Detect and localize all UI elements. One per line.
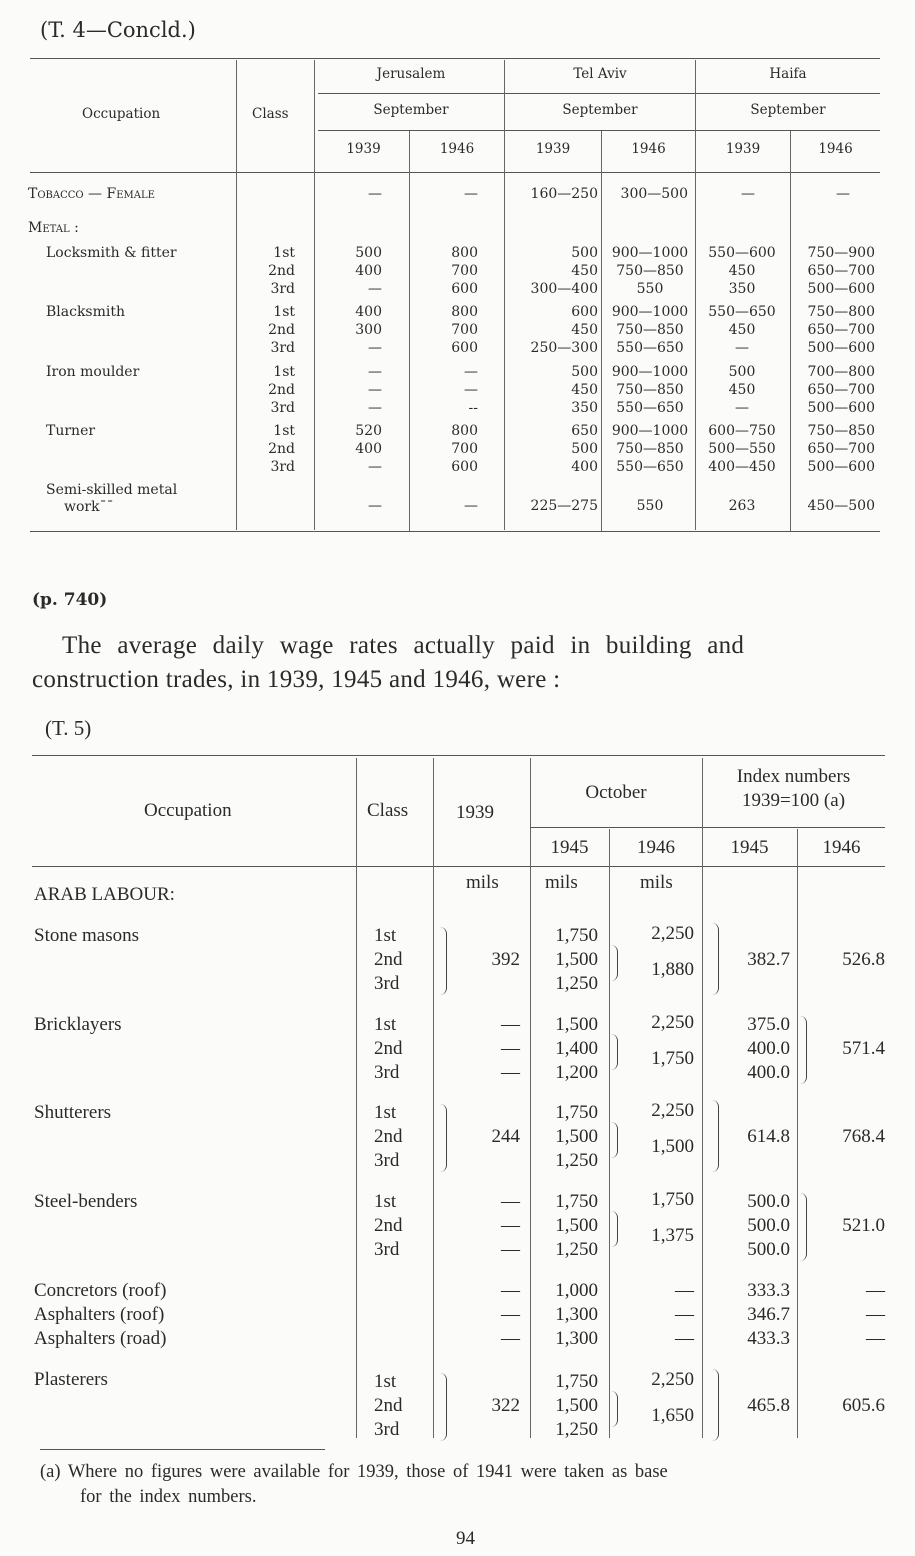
t5-col-header-october: October	[585, 782, 647, 803]
t5-idx-1945: 1945	[730, 837, 769, 858]
value-cell: 300	[355, 322, 382, 338]
brace-icon	[440, 1373, 447, 1441]
value-cell: 300—400	[530, 281, 598, 297]
oct1946-cell: 1,650	[651, 1405, 694, 1426]
occupation-name: Bricklayers	[34, 1014, 122, 1035]
class-cell: 2nd	[374, 1038, 403, 1059]
idx1946-cell: 605.6	[842, 1395, 885, 1416]
value-cell: 350	[571, 400, 598, 416]
value-cell: 400—450	[708, 459, 776, 475]
class-cell: 1st	[273, 245, 295, 261]
value-cell: 450	[571, 322, 598, 338]
brace-icon	[712, 1100, 719, 1172]
value-cell: 650—700	[807, 263, 875, 279]
col-header-class: Class	[252, 106, 289, 122]
table5-caption: (T. 5)	[45, 716, 92, 740]
value-cell: 450	[571, 382, 598, 398]
paragraph-line-1: The average daily wage rates actually paid in building and	[62, 632, 745, 659]
class-cell: 1st	[273, 423, 295, 439]
value-cell: 900—1000	[611, 423, 689, 439]
idx1946-cell: —	[866, 1328, 885, 1349]
semi-skilled-label-1: Semi-skilled metal	[46, 482, 178, 498]
value-cell: —	[464, 364, 478, 380]
value-cell: 650	[571, 423, 598, 439]
value-cell: 750—850	[616, 322, 684, 338]
oct1945-cell: 1,500	[555, 1014, 598, 1035]
y1939-cell: —	[501, 1038, 520, 1059]
class-cell: 3rd	[374, 973, 400, 994]
oct1945-cell: 1,250	[555, 1239, 598, 1260]
class-cell: 3rd	[374, 1150, 400, 1171]
oct1945-cell: 1,400	[555, 1038, 598, 1059]
value-cell: 500—600	[807, 340, 875, 356]
oct1945-cell: 1,200	[555, 1062, 598, 1083]
oct1945-cell: 1,250	[555, 1419, 598, 1440]
year-tlv-1939: 1939	[535, 141, 571, 157]
brace-icon	[611, 945, 618, 981]
class-cell: 3rd	[374, 1419, 400, 1440]
group-name: Turner	[46, 423, 96, 439]
class-cell: 2nd	[268, 441, 295, 457]
occupation-name: Plasterers	[34, 1369, 108, 1390]
class-cell: 1st	[374, 1014, 397, 1035]
value-cell: 800	[451, 304, 478, 320]
value-cell: —	[368, 382, 382, 398]
semi-skilled-cell: 550	[636, 498, 664, 514]
class-cell: 2nd	[268, 263, 295, 279]
value-cell: 600	[451, 281, 478, 297]
idx1945-cell: 375.0	[747, 1014, 790, 1035]
oct1945-cell: 1,750	[555, 1371, 598, 1392]
value-cell: 600	[571, 304, 598, 320]
value-cell: 600—750	[708, 423, 776, 439]
y1939-cell: 392	[491, 949, 520, 970]
brace-icon	[440, 1104, 447, 1172]
idx1945-cell: 500.0	[747, 1215, 790, 1236]
t5-col-header-index-2: 1939=100 (a)	[741, 790, 846, 811]
t5-col-header-1939: 1939	[456, 802, 494, 823]
occupation-name: Steel-benders	[34, 1191, 138, 1212]
city-haifa: Haifa	[769, 66, 807, 82]
occupation-name: Shutterers	[34, 1102, 112, 1123]
class-cell: 1st	[374, 1371, 397, 1392]
month-jerusalem: September	[373, 102, 449, 118]
occupation-name: Asphalters (roof)	[34, 1304, 165, 1325]
idx1946-cell: —	[866, 1304, 885, 1325]
occupation-name: Asphalters (road)	[34, 1328, 167, 1349]
idx1946-cell: 521.0	[842, 1215, 885, 1236]
value-cell: —	[735, 340, 749, 356]
class-cell: 3rd	[270, 340, 295, 356]
idx1945-cell: 346.7	[747, 1304, 790, 1325]
idx1945-cell: 400.0	[747, 1062, 790, 1083]
value-cell: 900—1000	[611, 364, 689, 380]
idx1946-cell: —	[866, 1280, 885, 1301]
t5-idx-1946: 1946	[822, 837, 861, 858]
value-cell: 750—850	[616, 441, 684, 457]
city-jerusalem: Jerusalem	[376, 66, 446, 82]
class-cell: 2nd	[374, 949, 403, 970]
brace-icon	[440, 927, 447, 995]
class-cell: 1st	[273, 304, 295, 320]
row-tobacco-label: Tobacco — Female	[28, 186, 155, 202]
idx1945-cell: 465.8	[747, 1395, 790, 1416]
semi-skilled-cell: —	[368, 498, 382, 514]
value-cell: 500	[571, 245, 598, 261]
value-cell: 550—600	[708, 245, 776, 261]
city-telaviv: Tel Aviv	[573, 66, 627, 82]
value-cell: 400	[355, 441, 382, 457]
value-cell: 800	[451, 245, 478, 261]
brace-icon	[800, 1016, 807, 1084]
value-cell: 500—600	[807, 281, 875, 297]
idx1946-cell: 768.4	[842, 1126, 885, 1147]
value-cell: 600	[451, 459, 478, 475]
oct1946-cell: 1,500	[651, 1136, 694, 1157]
t5-col-header-class: Class	[367, 800, 409, 821]
y1939-cell: —	[501, 1304, 520, 1325]
oct1945-cell: 1,500	[555, 1126, 598, 1147]
value-cell: 750—800	[807, 304, 875, 320]
idx1945-cell: 433.3	[747, 1328, 790, 1349]
class-cell: 1st	[374, 1102, 397, 1123]
class-cell: 2nd	[374, 1126, 403, 1147]
oct1945-cell: 1,750	[555, 925, 598, 946]
month-haifa: September	[750, 102, 826, 118]
oct1945-cell: 1,500	[555, 949, 598, 970]
oct1945-cell: 1,750	[555, 1191, 598, 1212]
footnote-line-1: (a) Where no figures were available for 1939, those of 1941 were taken as base	[40, 1462, 668, 1482]
value-cell: 700	[451, 263, 478, 279]
oct1945-cell: 1,250	[555, 1150, 598, 1171]
page-reference: (p. 740)	[32, 590, 108, 610]
tobacco-cell: 160—250	[530, 186, 598, 202]
value-cell: 500	[728, 364, 756, 380]
y1939-cell: —	[501, 1215, 520, 1236]
value-cell: —	[368, 340, 382, 356]
group-name: Blacksmith	[46, 304, 126, 320]
occupation-name: Stone masons	[34, 925, 140, 946]
oct1945-cell: 1,250	[555, 973, 598, 994]
oct1945-cell: 1,500	[555, 1395, 598, 1416]
value-cell: —	[735, 400, 749, 416]
brace-icon	[712, 1369, 719, 1441]
value-cell: 550	[636, 281, 664, 297]
oct1946-cell: 1,880	[651, 959, 694, 980]
brace-icon	[611, 1034, 618, 1070]
oct1945-cell: 1,500	[555, 1215, 598, 1236]
brace-icon	[611, 1391, 618, 1427]
oct1946-cell: 1,750	[651, 1189, 694, 1210]
value-cell: 650—700	[807, 441, 875, 457]
idx1946-cell: 526.8	[842, 949, 885, 970]
value-cell: 450	[728, 263, 756, 279]
semi-skilled-cell: 450—500	[807, 498, 875, 514]
class-cell: 3rd	[270, 281, 295, 297]
value-cell: 400	[355, 304, 382, 320]
tobacco-cell: —	[464, 186, 478, 202]
metal-section-label: Metal :	[28, 220, 79, 236]
value-cell: 750—850	[807, 423, 875, 439]
unit-mils-1946: mils	[640, 872, 673, 893]
year-tlv-1946: 1946	[631, 141, 666, 157]
class-cell: 2nd	[374, 1215, 403, 1236]
idx1945-cell: 333.3	[747, 1280, 790, 1301]
class-cell: 2nd	[374, 1395, 403, 1416]
y1939-cell: 322	[491, 1395, 520, 1416]
tobacco-cell: —	[741, 186, 755, 202]
value-cell: 450	[571, 263, 598, 279]
unit-mils-1945: mils	[545, 872, 578, 893]
class-cell: 3rd	[374, 1239, 400, 1260]
class-cell: 1st	[273, 364, 295, 380]
section-arab-labour: ARAB LABOUR:	[34, 884, 175, 905]
tobacco-cell: 300—500	[620, 186, 688, 202]
value-cell: 520	[355, 423, 382, 439]
idx1945-cell: 400.0	[747, 1038, 790, 1059]
value-cell: —	[464, 382, 478, 398]
idx1945-cell: 500.0	[747, 1239, 790, 1260]
col-header-occupation: Occupation	[82, 106, 161, 122]
oct1946-cell: 2,250	[651, 923, 694, 944]
value-cell: —	[368, 400, 382, 416]
value-cell: 450	[728, 382, 756, 398]
oct1946-cell: 2,250	[651, 1012, 694, 1033]
value-cell: --	[468, 400, 478, 416]
tobacco-cell: —	[368, 186, 382, 202]
t5-col-header-occupation: Occupation	[144, 800, 232, 821]
group-name: Locksmith & fitter	[46, 245, 177, 261]
value-cell: 250—300	[530, 340, 598, 356]
value-cell: 900—1000	[611, 304, 689, 320]
semi-skilled-label-2: workˉˉ	[64, 499, 114, 515]
class-cell: 3rd	[374, 1062, 400, 1083]
oct1945-cell: 1,000	[555, 1280, 598, 1301]
class-cell: 1st	[374, 1191, 397, 1212]
value-cell: 550—650	[708, 304, 776, 320]
footnote-line-2: for the index numbers.	[80, 1487, 257, 1507]
oct1946-cell: —	[675, 1280, 694, 1301]
value-cell: 700	[451, 441, 478, 457]
idx1946-cell: 571.4	[842, 1038, 885, 1059]
value-cell: 550—650	[616, 340, 684, 356]
group-name: Iron moulder	[46, 364, 140, 380]
value-cell: 500—600	[807, 400, 875, 416]
value-cell: 500	[571, 441, 598, 457]
value-cell: 500	[571, 364, 598, 380]
value-cell: 550—650	[616, 400, 684, 416]
value-cell: 500	[355, 245, 382, 261]
oct1946-cell: 2,250	[651, 1100, 694, 1121]
brace-icon	[611, 1122, 618, 1158]
y1939-cell: —	[501, 1014, 520, 1035]
table4-caption: (T. 4—Concld.)	[40, 18, 196, 42]
y1939-cell: 244	[491, 1126, 520, 1147]
value-cell: 750—900	[807, 245, 875, 261]
oct1946-cell: 2,250	[651, 1369, 694, 1390]
oct1946-cell: —	[675, 1328, 694, 1349]
semi-skilled-cell: 225—275	[530, 498, 598, 514]
oct1946-cell: 1,750	[651, 1048, 694, 1069]
class-cell: 2nd	[268, 322, 295, 338]
value-cell: 800	[451, 423, 478, 439]
oct1946-cell: —	[675, 1304, 694, 1325]
t5-oct-1946: 1946	[637, 837, 675, 858]
value-cell: 700—800	[807, 364, 875, 380]
oct1945-cell: 1,750	[555, 1102, 598, 1123]
value-cell: —	[368, 281, 382, 297]
class-cell: 3rd	[270, 400, 295, 416]
value-cell: 750—850	[616, 263, 684, 279]
value-cell: 750—850	[616, 382, 684, 398]
value-cell: 550—650	[616, 459, 684, 475]
brace-icon	[611, 1211, 618, 1247]
y1939-cell: —	[501, 1062, 520, 1083]
unit-mils-1939: mils	[466, 872, 499, 893]
year-jer-1939: 1939	[346, 141, 381, 157]
year-jer-1946: 1946	[439, 141, 475, 157]
value-cell: 650—700	[807, 322, 875, 338]
value-cell: 400	[355, 263, 382, 279]
value-cell: 600	[451, 340, 478, 356]
semi-skilled-cell: —	[464, 498, 478, 514]
oct1945-cell: 1,300	[555, 1328, 598, 1349]
y1939-cell: —	[501, 1191, 520, 1212]
semi-skilled-cell: 263	[728, 498, 756, 514]
tobacco-cell: —	[836, 186, 850, 202]
value-cell: 650—700	[807, 382, 875, 398]
value-cell: 500—550	[708, 441, 776, 457]
value-cell: 700	[451, 322, 478, 338]
y1939-cell: —	[501, 1280, 520, 1301]
idx1945-cell: 382.7	[747, 949, 790, 970]
t5-col-header-index-1: Index numbers	[736, 766, 851, 787]
page-number: 94	[456, 1528, 475, 1549]
idx1945-cell: 500.0	[747, 1191, 790, 1212]
value-cell: 350	[728, 281, 756, 297]
year-hfa-1939: 1939	[725, 141, 761, 157]
idx1945-cell: 614.8	[747, 1126, 790, 1147]
oct1945-cell: 1,300	[555, 1304, 598, 1325]
class-cell: 2nd	[268, 382, 295, 398]
oct1946-cell: 1,375	[651, 1225, 694, 1246]
month-telaviv: September	[562, 102, 638, 118]
t5-oct-1945: 1945	[550, 837, 589, 858]
year-hfa-1946: 1946	[818, 141, 853, 157]
y1939-cell: —	[501, 1239, 520, 1260]
value-cell: —	[368, 364, 382, 380]
value-cell: —	[368, 459, 382, 475]
value-cell: 900—1000	[611, 245, 689, 261]
value-cell: 500—600	[807, 459, 875, 475]
brace-icon	[800, 1193, 807, 1261]
paragraph-line-2: construction trades, in 1939, 1945 and 1946, were :	[32, 666, 561, 693]
value-cell: 400	[571, 459, 598, 475]
value-cell: 450	[728, 322, 756, 338]
class-cell: 1st	[374, 925, 397, 946]
class-cell: 3rd	[270, 459, 295, 475]
y1939-cell: —	[501, 1328, 520, 1349]
occupation-name: Concretors (roof)	[34, 1280, 167, 1301]
brace-icon	[712, 923, 719, 995]
